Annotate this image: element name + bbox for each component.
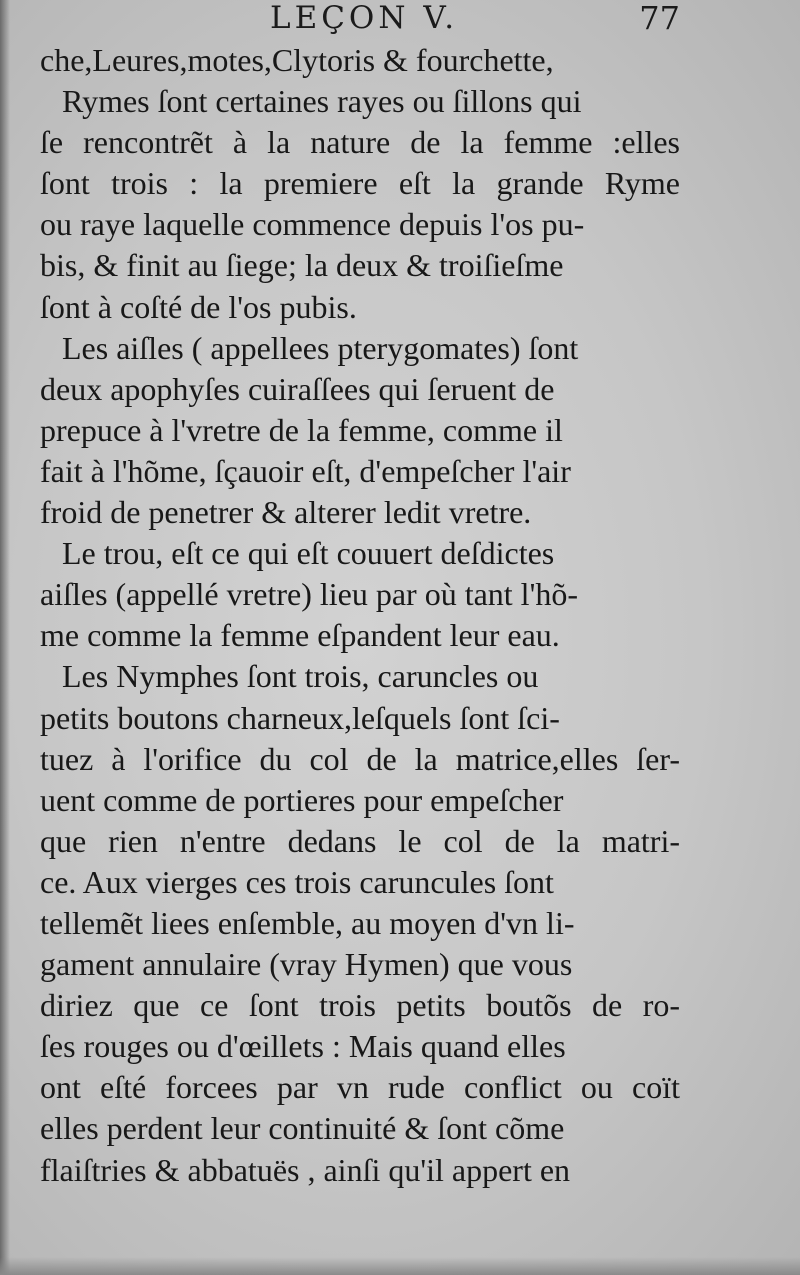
text-line: que rien n'entre dedans le col de la matri- (40, 822, 680, 859)
text-line: ſont à coſté de l'os pubis. (40, 288, 357, 325)
text-line: ſe rencontrẽt à la nature de la femme :elles (40, 124, 680, 161)
text-line: Les Nymphes ſont trois, caruncles ou (62, 658, 539, 695)
text-line: ſes rouges ou d'œillets : Mais quand elles (40, 1028, 566, 1065)
text-line: ſont trois : la premiere eſt la grande Ryme (40, 165, 680, 202)
paragraph (40, 656, 680, 1190)
running-head: LEÇON V. (270, 0, 459, 36)
text-line: aiſles (appellé vretre) lieu par où tant l'hõ- (40, 576, 578, 613)
text-line: prepuce à l'vretre de la femme, comme il (40, 411, 563, 448)
text-line: che,Leures,motes,Clytoris & fourchette, (40, 42, 554, 78)
page-bottom-edge-shadow (0, 1257, 800, 1275)
page-number: 77 (639, 0, 680, 37)
text-line: uent comme de portieres pour empeſcher (40, 781, 564, 818)
text-line: gament annulaire (vray Hymen) que vous (40, 946, 573, 983)
text-line: deux apophyſes cuiraſſees qui ſeruent de (40, 370, 555, 407)
page-left-edge-shadow (0, 0, 10, 1275)
text-line: ont eſté forcees par vn rude conflict ou coït (40, 1069, 680, 1106)
paragraph (40, 533, 680, 656)
text-line: Le trou, eſt ce qui eſt couuert deſdictes (62, 535, 555, 572)
paragraph (40, 81, 680, 328)
text-line: elles perdent leur continuité & ſont cõme (40, 1110, 565, 1147)
text-line: Les aiſles ( appellees pterygomates) ſont (62, 329, 579, 366)
text-line: ce. Aux vierges ces trois caruncules ſont (40, 863, 554, 900)
text-line: ou raye laquelle commence depuis l'os pu- (40, 206, 585, 243)
text-line: froid de penetrer & alterer ledit vretre. (40, 494, 532, 531)
text-line: tuez à l'orifice du col de la matrice,elles ſer- (40, 740, 680, 777)
text-line: diriez que ce ſont trois petits boutõs de ro- (40, 987, 680, 1024)
body-text (40, 40, 680, 1191)
text-line: Rymes ſont certaines rayes ou ſillons qui (62, 83, 582, 120)
text-line: petits boutons charneux,leſquels ſont ſci- (40, 699, 560, 736)
text-line: tellemẽt liees enſemble, au moyen d'vn li- (40, 904, 575, 941)
text-line: me comme la femme eſpandent leur eau. (40, 617, 560, 654)
text-line: fait à l'hõme, ſçauoir eſt, d'empeſcher l'air (40, 452, 571, 489)
text-line: bis, & finit au ſiege; la deux & troiſieſme (40, 247, 564, 284)
page-header (40, 0, 680, 40)
paragraph (40, 328, 680, 533)
text-line: flaiſtries & abbatuës , ainſi qu'il appert en (40, 1151, 571, 1188)
paragraph (40, 40, 680, 81)
